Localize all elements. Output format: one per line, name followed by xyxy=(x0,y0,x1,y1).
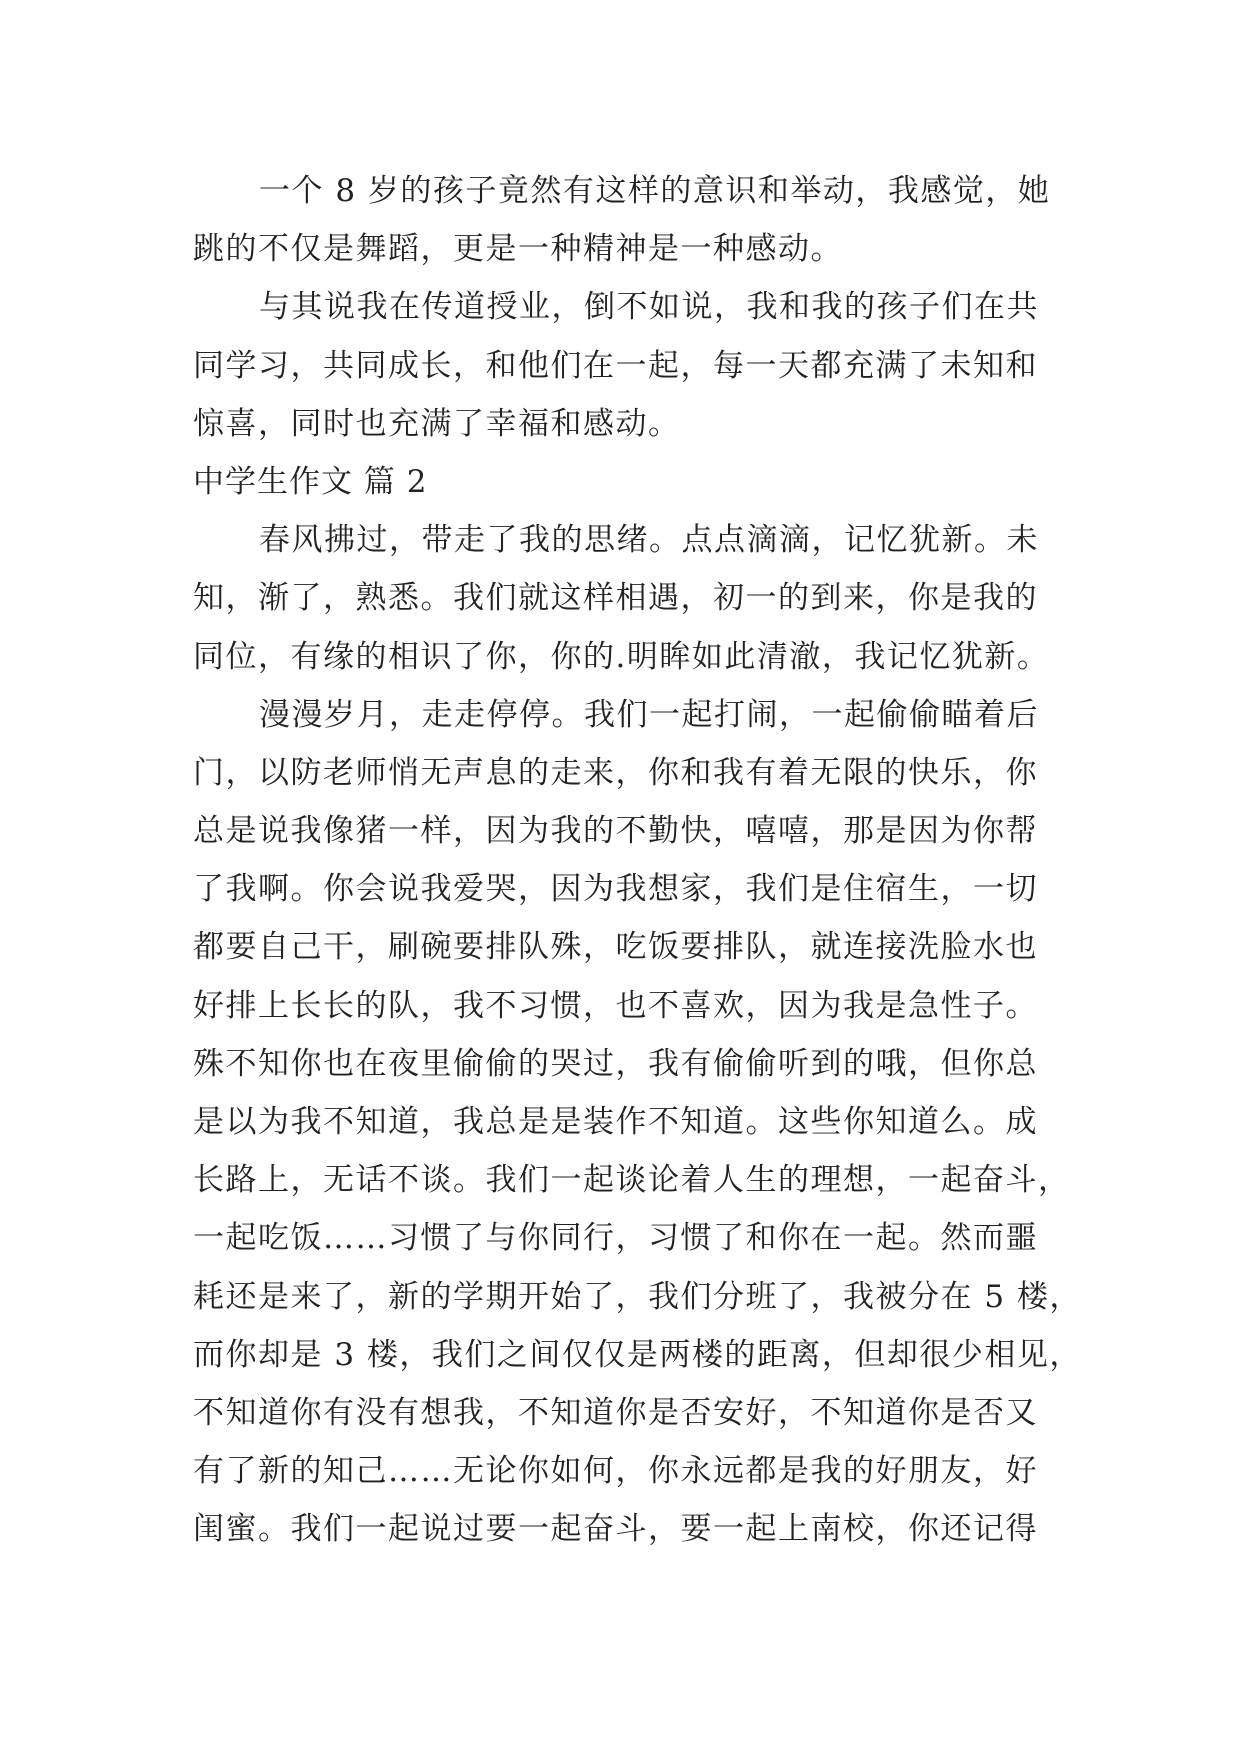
text-line: 门，以防老师悄无声息的走来，你和我有着无限的快乐，你 xyxy=(193,754,1038,791)
text-line: 一起吃饭……习惯了与你同行，习惯了和你在一起。然而噩 xyxy=(193,1220,1038,1257)
text-line: 不知道你有没有想我，不知道你是否安好，不知道你是否又 xyxy=(193,1394,1038,1431)
text-line: 殊不知你也在夜里偷偷的哭过，我有偷偷听到的哦，但你总 xyxy=(193,1045,1038,1082)
text-line: 跳的不仅是舞蹈，更是一种精神是一种感动。 xyxy=(193,231,843,268)
text-line: 长路上，无话不谈。我们一起谈论着人生的理想，一起奋斗， xyxy=(193,1162,1071,1199)
text-line: 同位，有缘的相识了你，你的.明眸如此清澈，我记忆犹新。 xyxy=(193,638,1050,675)
text-line: 知，渐了，熟悉。我们就这样相遇，初一的到来，你是我的 xyxy=(193,580,1038,617)
text-line: 同学习，共同成长，和他们在一起，每一天都充满了未知和 xyxy=(193,347,1038,384)
text-line: 闺蜜。我们一起说过要一起奋斗，要一起上南校，你还记得 xyxy=(193,1511,1038,1548)
text-line: 一个 8 岁的孩子竟然有这样的意识和举动，我感觉，她 xyxy=(259,173,1051,209)
text-line: 有了新的知己……无论你如何，你永远都是我的好朋友，好 xyxy=(193,1453,1038,1490)
text-line: 惊喜，同时也充满了幸福和感动。 xyxy=(193,405,681,442)
text-line: 好排上长长的队，我不习惯，也不喜欢，因为我是急性子。 xyxy=(193,987,1038,1024)
text-line: 而你却是 3 楼，我们之间仅仅是两楼的距离，但却很少相见， xyxy=(193,1336,1082,1373)
text-line: 漫漫岁月，走走停停。我们一起打闹，一起偷偷瞄着后 xyxy=(259,696,1039,733)
section-heading: 中学生作文 篇 2 xyxy=(193,463,428,500)
text-line: 了我啊。你会说我爱哭，因为我想家，我们是住宿生，一切 xyxy=(193,871,1038,908)
text-line: 与其说我在传道授业，倒不如说，我和我的孩子们在共 xyxy=(259,289,1039,326)
text-line: 总是说我像猪一样，因为我的不勤快，嘻嘻，那是因为你帮 xyxy=(193,813,1038,850)
text-line: 春风拂过，带走了我的思绪。点点滴滴，记忆犹新。未 xyxy=(259,522,1039,559)
text-line: 都要自己干，刷碗要排队殊，吃饭要排队，就连接洗脸水也 xyxy=(193,929,1038,966)
essay-body xyxy=(193,162,1082,1559)
text-line: 耗还是来了，新的学期开始了，我们分班了，我被分在 5 楼， xyxy=(193,1278,1082,1315)
text-line: 是以为我不知道，我总是是装作不知道。这些你知道么。成 xyxy=(193,1104,1038,1140)
